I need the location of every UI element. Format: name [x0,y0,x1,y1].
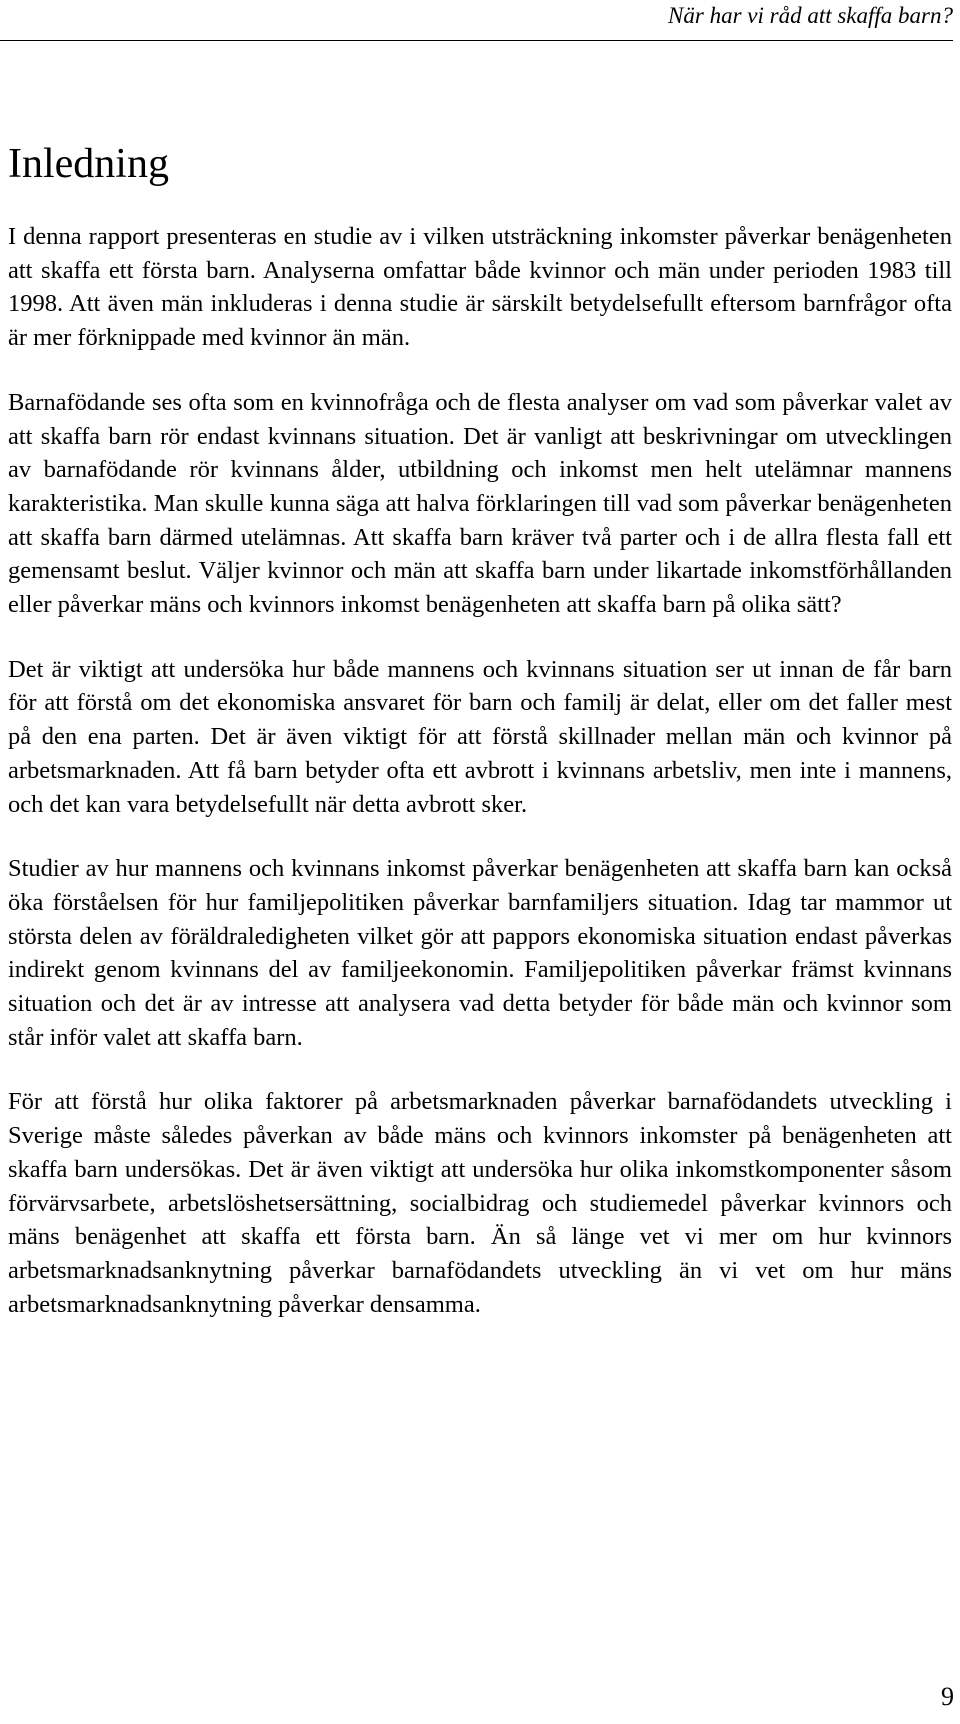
paragraph-1: I denna rapport presenteras en studie av i vilken utsträckning inkomster påverkar benägenheten att skaffa ett första barn. Analyserna omfattar både kvinnor och män under perioden 1983 till 1998. Att även män inkluderas i denna studie är särskilt betydelsefullt eftersom barnfrågor ofta är mer förknippade med kvinnor än män. [8,223,952,352]
paragraph-2: Barnafödande ses ofta som en kvinnofråga och de flesta analyser om vad som påverkar valet av att skaffa barn rör endast kvinnans situation. Det är vanligt att beskrivningar om utvecklingen av barnafödande rör kvinnans ålder, utbildning och inkomst men helt utelämnar mannens karakteristika. Man skulle kunna säga att halva förklaringen till vad som påverkar benägenheten att skaffa barn därmed utelämnas. Att skaffa barn kräver två parter och i de allra flesta fall ett gemensamt beslut. Väljer kvinnor och män att skaffa barn under likartade inkomstförhållanden eller påverkar mäns och kvinnors inkomst benägenheten att skaffa barn på olika sätt? [8,388,952,619]
running-header [0,0,953,41]
section-title: Inledning [8,141,169,187]
running-header-title: När har vi råd att skaffa barn? [668,3,953,28]
body-text [8,220,952,1352]
paragraph-4: Studier av hur mannens och kvinnans inkomst påverkar benägenheten att skaffa barn kan också öka förståelsen för hur familjepolitiken påverkar barnfamiljers situation. Idag tar mammor ut största delen av föräldraledigheten vilket gör att pappors ekonomiska situation endast påverkas indirekt genom kvinnans del av familjeekonomin. Familjepolitiken påverkar främst kvinnans situation och det är av intresse att analysera vad detta betyder för både män och kvinnor som står inför valet att skaffa barn. [8,855,952,1051]
paragraph-3: Det är viktigt att undersöka hur både mannens och kvinnans situation ser ut innan de får barn för att förstå om det ekonomiska ansvaret för barn och familj är delat, eller om det faller mest på den ena parten. Det är även viktigt för att förstå skillnader mellan män och kvinnor på arbetsmarknaden. Att få barn betyder ofta ett avbrott i kvinnans arbetsliv, men inte i mannens, och det kan vara betydelsefullt när detta avbrott sker. [8,655,952,818]
paragraph-5: För att förstå hur olika faktorer på arbetsmarknaden påverkar barnafödandets utveckling i Sverige måste således påverkan av både mäns och kvinnors inkomster på benägenheten att skaffa barn undersökas. Det är även viktigt att undersöka hur olika inkomstkomponenter såsom förvärvsarbete, arbetslöshetsersättning, socialbidrag och studiemedel påverkar kvinnors och mäns benägenhet att skaffa ett första barn. Än så länge vet vi mer om hur kvinnors arbetsmarknadsanknytning påverkar barnafödandets utveckling än vi vet om hur mäns arbetsmarknadsanknytning påverkar densamma. [8,1088,952,1318]
page-number: 9 [941,1682,954,1711]
